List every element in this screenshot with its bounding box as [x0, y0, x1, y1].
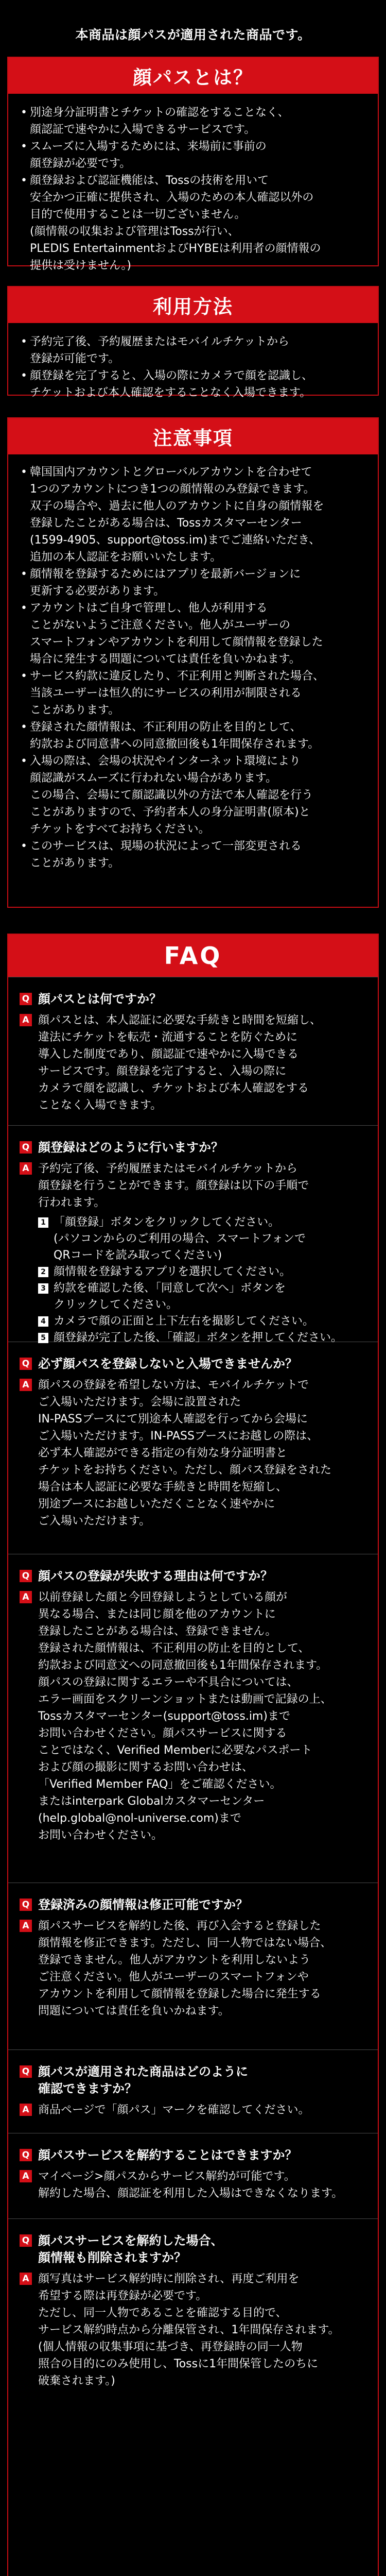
step-text: カメラで顔の正面と上下左右を撮影してください。	[54, 1315, 314, 1328]
step-item	[38, 1214, 342, 1264]
step-item	[38, 1264, 342, 1280]
section-how-to-use	[7, 286, 379, 399]
list-item: • このサービスは、現場の状況によって一部変更される ことがあります。	[19, 838, 366, 872]
faq-item	[8, 1883, 378, 2049]
list-item: • 顔登録を完了すると、入場の際にカメラで顔を認識し、 チケットおよび本人確認をすることなく入場できます。	[19, 367, 366, 401]
step-number: 3	[38, 1283, 48, 1294]
answer-text: 予約完了後、予約履歴またはモバイルチケットから 顔登録を行うことができます。顔登録は以下の手順で 行われます。	[38, 1162, 309, 1209]
question-badge: Q	[20, 2149, 32, 2161]
usage-list	[8, 323, 378, 401]
step-number: 5	[38, 1333, 48, 1343]
question-text: 顔パスサービスを解約することはできますか？	[38, 2148, 297, 2162]
step-text: 約款を確認した後、「同意して次へ」ボタンを クリックしてください。	[54, 1282, 286, 1311]
faq-answer	[20, 1160, 365, 1346]
faq-question	[20, 2147, 365, 2164]
question-text: 顔登録はどのように行いますか？	[38, 1140, 223, 1155]
faq-answer	[20, 1589, 365, 1844]
list-item: • スムーズに入場するためには、来場前に事前の 顔登録が必要です。	[19, 138, 366, 172]
list-item: • 別途身分証明書とチケットの確認をすることなく、 顔認証で速やかに入場できるサービスです。	[19, 104, 366, 138]
faq-answer	[20, 2168, 365, 2202]
question-badge: Q	[20, 993, 32, 1005]
answer-text: 顔パスサービスを解約した後、再び入会すると登録した 顔情報を修正できます。ただし、同一人物ではない場合、 登録できません。他人がアカウントを利用しないよう ご注意ください。他人がユーザーのスマートフォンや アカウントを利用して顔情報を登録した場合に発生する 問題については責任を負いかねます。	[38, 1920, 332, 2018]
faq-question	[20, 1896, 365, 1913]
faq-item	[8, 1125, 378, 1342]
faq-answer	[20, 2270, 365, 2389]
faq-item	[8, 2049, 378, 2133]
question-badge: Q	[20, 1358, 32, 1370]
question-badge: Q	[20, 1141, 32, 1154]
answer-text: 顔写真はサービス解約時に削除され、再度ご利用を 希望する際は再登録が必要です。 ただし、同一人物であることを確認する目的で、 サービス解約時点から分離保管され、1年間保存されます。 (個人情報の収集事項に基づき、再登録時の同一人物 照合の目的にのみ使用し、Tossに1年間保管したのちに 破棄されます。)	[38, 2273, 340, 2387]
step-text: 「顔登録」ボタンをクリックしてください。 (パソコンからのご利用の場合、スマートフォンで QRコードを読み取ってください)	[54, 1216, 306, 1262]
section-title: FAQ	[8, 935, 378, 977]
section-about-facepass	[7, 57, 379, 272]
answer-badge: A	[20, 2170, 32, 2182]
faq-answer	[20, 2102, 365, 2119]
faq-answer	[20, 1918, 365, 2020]
faq-answer	[20, 1377, 365, 1530]
answer-badge: A	[20, 2273, 32, 2285]
list-item: • 顔情報を登録するためにはアプリを最新バージョンに 更新する必要があります。	[19, 566, 366, 600]
question-badge: Q	[20, 2234, 32, 2247]
step-number: 2	[38, 1267, 48, 1277]
faq-question	[20, 1139, 365, 1156]
faq-item	[8, 1554, 378, 1883]
faq-item	[8, 2218, 378, 2389]
list-item: • 韓国国内アカウントとグローバルアカウントを合わせて 1つのアカウントにつき1つの顔情報のみ登録できます。 双子の場合や、過去に他人のアカウントに自身の顔情報を 登録したことがある場合は、Tossカスタマーセンター (1599-4905、support@toss.im)までご連絡いただき、 追加の本人認証をお願いいたします。	[19, 464, 366, 566]
list-item: • 予約完了後、予約履歴またはモバイルチケットから 登録が可能です。	[19, 333, 366, 367]
answer-text: 顔パスの登録を希望しない方は、モバイルチケットで ご入場いただけます。会場に設置された IN-PASSブースにて別途本人確認を行ってから会場に ご入場いただけます。IN-PASSブースにお越しの際は、 必ず本人確認ができる指定の有効な身分証明書と チケットをお持ちください。ただし、顔パス登録をされた 場合は本人認証に必要な手続きと時間を短縮し、 別途ブースにお越しいただくことなく速やかに ご入場いただけます。	[38, 1379, 332, 1528]
question-text: 必ず顔パスを登録しないと入場できませんか？	[38, 1357, 297, 1371]
faq-question	[20, 991, 365, 1008]
section-notices	[7, 417, 379, 908]
faq-question	[20, 2063, 365, 2097]
answer-text: マイページ>顔パスからサービス解約が可能です。 解約した場合、顔認証を利用した入場はできなくなります。	[38, 2170, 343, 2200]
question-text: 顔パスの登録が失敗する理由は何ですか？	[38, 1569, 273, 1583]
question-badge: Q	[20, 1570, 32, 1582]
about-list	[8, 94, 378, 274]
step-number: 4	[38, 1316, 48, 1327]
section-faq	[7, 934, 379, 2576]
faq-question	[20, 2232, 365, 2266]
applied-notice: 本商品は顔パスが適用された商品です。	[75, 27, 311, 42]
answer-badge: A	[20, 1591, 32, 1603]
list-item: • サービス約款に違反したり、不正利用と判断された場合、 当該ユーザーは恒久的にサービスの利用が制限される ことがあります。	[19, 668, 366, 719]
answer-text: 以前登録した顔と今回登録しようとしている顔が 異なる場合、または同じ顔を他のアカウントに 登録したことがある場合は、登録できません。 登録された顔情報は、不正利用の防止を目的として、 約款および同意文への同意撤回後も1年間保存されます。 顔パスの登録に関するエラーや不具合については、 エラー画面をスクリーンショットまたは動画で記録の上、 Tossカスタマーセンター(support@toss.im)まで お問い合わせください。顔パスサービスに関する ことではなく、Verified Memberに必要なパスポート および顔の撮影に関するお問い合わせは、 「Verified Member FAQ」をご確認ください。 またはinterpark Globalカスタマーセンター (help.global@nol-universe.com)まで お問い合わせください。	[38, 1591, 332, 1842]
list-item: • 登録された顔情報は、不正利用の防止を目的として、 約款および同意書への同意撤回後も1年間保存されます。	[19, 719, 366, 753]
answer-badge: A	[20, 1162, 32, 1175]
answer-text: 顔パスとは、本人認証に必要な手続きと時間を短縮し、 違法にチケットを転売・流通することを防ぐために 導入した制度であり、顔認証で速やかに入場できる サービスです。顔登録を完了すると、入場の際に カメラで顔を認識し、チケットおよび本人確認をする ことなく入場できます。	[38, 1014, 322, 1112]
list-item: • アカウントはご自身で管理し、他人が利用する ことがないようご注意ください。他人がユーザーの スマートフォンやアカウントを利用して顔情報を登録した 場合に発生する問題については責任を負いかねます。	[19, 600, 366, 668]
step-text: 顔登録が完了した後、「確認」ボタンを押してください。	[54, 1331, 343, 1344]
question-badge: Q	[20, 2065, 32, 2078]
answer-badge: A	[20, 1920, 32, 1932]
faq-item	[8, 2133, 378, 2218]
question-text: 顔パスサービスを解約した場合、 顔情報も削除されますか？	[38, 2233, 223, 2265]
list-item: • 入場の際は、会場の状況やインターネット環境により 顔認識がスムーズに行われない場合があります。 この場合、会場にて顔認識以外の方法で本人確認を行う ことがありますので、予約者本人の身分証明書(原本)と チケットをすべてお持ちください。	[19, 753, 366, 838]
step-text: 顔情報を登録するアプリを選択してください。	[54, 1265, 291, 1278]
registration-steps	[38, 1214, 342, 1346]
step-item	[38, 1330, 342, 1346]
section-title: 顔パスとは？	[8, 58, 378, 94]
question-text: 顔パスとは何ですか？	[38, 992, 162, 1006]
answer-badge: A	[20, 1014, 32, 1026]
list-item: • 顔登録および認証機能は、Tossの技術を用いて 安全かつ正確に提供され、入場のための本人確認以外の 目的で使用することは一切ございません。 (顔情報の収集および管理はTossが行い、 PLEDIS EntertainmentおよびHYBEは利用者の顔情報の 提供は受けません。)	[19, 172, 366, 274]
question-text: 顔パスが適用された商品はどのように 確認できますか？	[38, 2064, 248, 2096]
answer-text: 商品ページで「顔パス」マークを確認してください。	[38, 2104, 310, 2116]
step-item	[38, 1313, 342, 1330]
question-text: 登録済みの顔情報は修正可能ですか？	[38, 1897, 248, 1912]
answer-badge: A	[20, 1379, 32, 1391]
faq-answer	[20, 1012, 365, 1114]
section-title: 利用方法	[8, 287, 378, 323]
faq-question	[20, 1355, 365, 1372]
faq-item	[8, 977, 378, 1125]
question-badge: Q	[20, 1899, 32, 1911]
section-title: 注意事項	[8, 418, 378, 454]
faq-item	[8, 1342, 378, 1554]
step-number: 1	[38, 1217, 48, 1228]
notice-list	[8, 454, 378, 872]
step-item	[38, 1280, 342, 1313]
answer-badge: A	[20, 2104, 32, 2116]
faq-question	[20, 1568, 365, 1585]
